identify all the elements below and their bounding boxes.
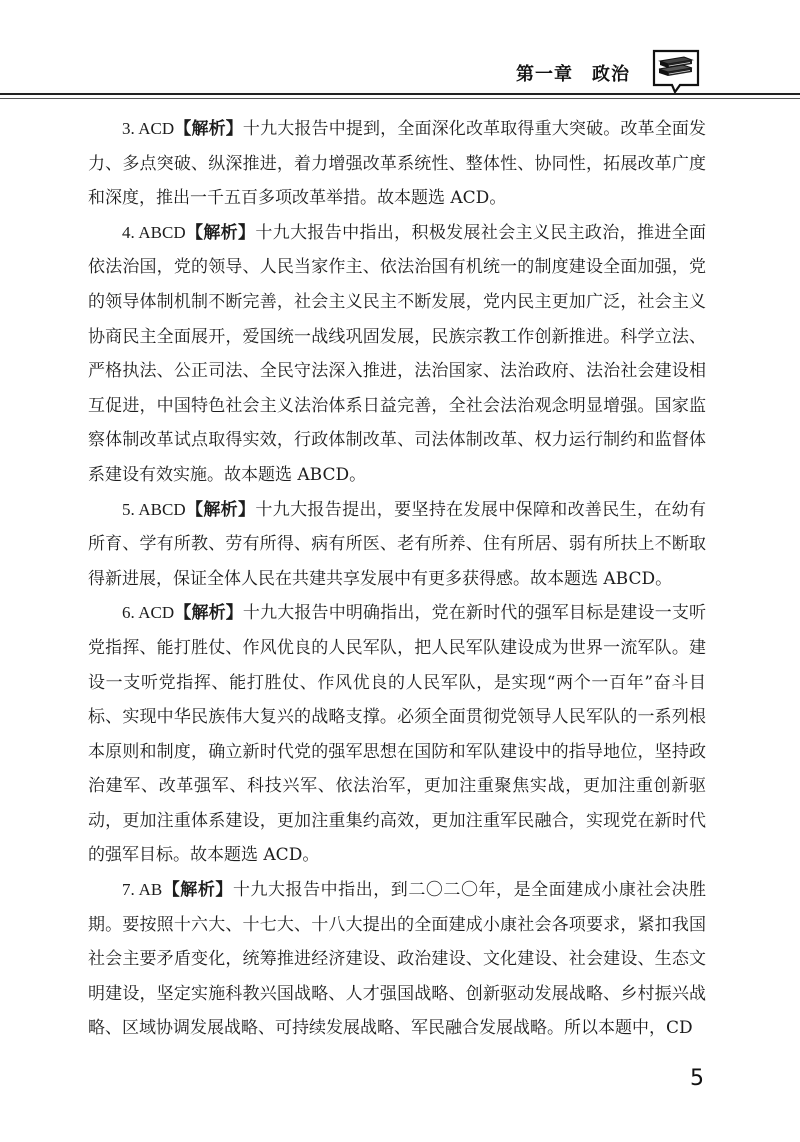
book-stack-icon — [650, 45, 702, 97]
analysis-tag: 【解析】 — [185, 499, 256, 520]
analysis-tag: 【解析】 — [174, 119, 243, 139]
page-number: 5 — [690, 1066, 704, 1091]
answer-label: 5. ABCD — [122, 499, 186, 519]
answer-paragraph-7 — [88, 873, 706, 1046]
answer-text: 十九大报告中指出，积极发展社会主义民主政治，推进全面依法治国，党的领导、人民当家作主、依法治国有机统一的制度建设全面加强，党的领导体制机制不断完善，社会主义民主不断发展，党内民主更加广泛，社会主义协商民主全面展开，爱国统一战线巩固发展，民族宗教工作创新推进。科学立法、严格执法、公正司法、全民守法深入推进，法治国家、法治政府、法治社会建设相互促进，中国特色社会主义法治体系日益完善，全社会法治观念明显增强。国家监察体制改革试点取得实效，行政体制改革、司法体制改革、权力运行制约和监督体系建设有效实施。故本题选 ABCD。 — [88, 222, 707, 485]
answer-label: 3. ACD — [122, 119, 175, 138]
answer-paragraph-4 — [88, 216, 706, 493]
page-header — [0, 0, 800, 100]
answer-text: 十九大报告中提到，全面深化改革取得重大突破。改革全面发力、多点突破、纵深推进，着力增强改革系统性、整体性、协同性，拓展改革广度和深度，推出一千五百多项改革举措。故本题选 ACD。 — [88, 119, 707, 209]
answer-paragraph-3 — [88, 112, 706, 216]
answer-text: 十九大报告中指出，到二〇二〇年，是全面建成小康社会决胜期。要按照十六大、十七大、十八大提出的全面建成小康社会各项要求，紧扣我国社会主要矛盾变化，统筹推进经济建设、政治建设、文化建设、社会建设、生态文明建设，坚定实施科教兴国战略、人才强国战略、创新驱动发展战略、乡村振兴战略、区域协调发展战略、可持续发展战略、军民融合发展战略。所以本题中，CD — [88, 880, 707, 1039]
answer-label: 7. AB — [122, 880, 163, 900]
answer-explanations — [88, 112, 706, 1046]
answer-label: 6. ACD — [122, 603, 175, 623]
answer-label: 4. ABCD — [122, 222, 186, 242]
analysis-tag: 【解析】 — [185, 222, 256, 243]
header-rule-thick — [0, 93, 800, 95]
chapter-title: 第一章 政治 — [516, 64, 630, 85]
analysis-tag: 【解析】 — [174, 603, 243, 624]
analysis-tag: 【解析】 — [162, 880, 233, 901]
header-rule-thin — [0, 98, 800, 99]
answer-text: 十九大报告提出，要坚持在发展中保障和改善民生，在幼有所育、学有所教、劳有所得、病有所医、老有所养、住有所居、弱有所扶上不断取得新进展，保证全体人民在共建共享发展中有更多获得感。故本题选 ABCD。 — [88, 499, 707, 589]
answer-paragraph-5 — [88, 493, 706, 597]
answer-text: 十九大报告中明确指出，党在新时代的强军目标是建设一支听党指挥、能打胜仗、作风优良的人民军队，把人民军队建设成为世界一流军队。建设一支听党指挥、能打胜仗、作风优良的人民军队，是实现“两个一百年”奋斗目标、实现中华民族伟大复兴的战略支撑。必须全面贯彻党领导人民军队的一系列根本原则和制度，确立新时代党的强军思想在国防和军队建设中的指导地位，坚持政治建军、改革强军、科技兴军、依法治军，更加注重聚焦实战，更加注重创新驱动，更加注重体系建设，更加注重集约高效，更加注重军民融合，实现党在新时代的强军目标。故本题选 ACD。 — [88, 603, 707, 866]
answer-paragraph-6 — [88, 596, 706, 873]
